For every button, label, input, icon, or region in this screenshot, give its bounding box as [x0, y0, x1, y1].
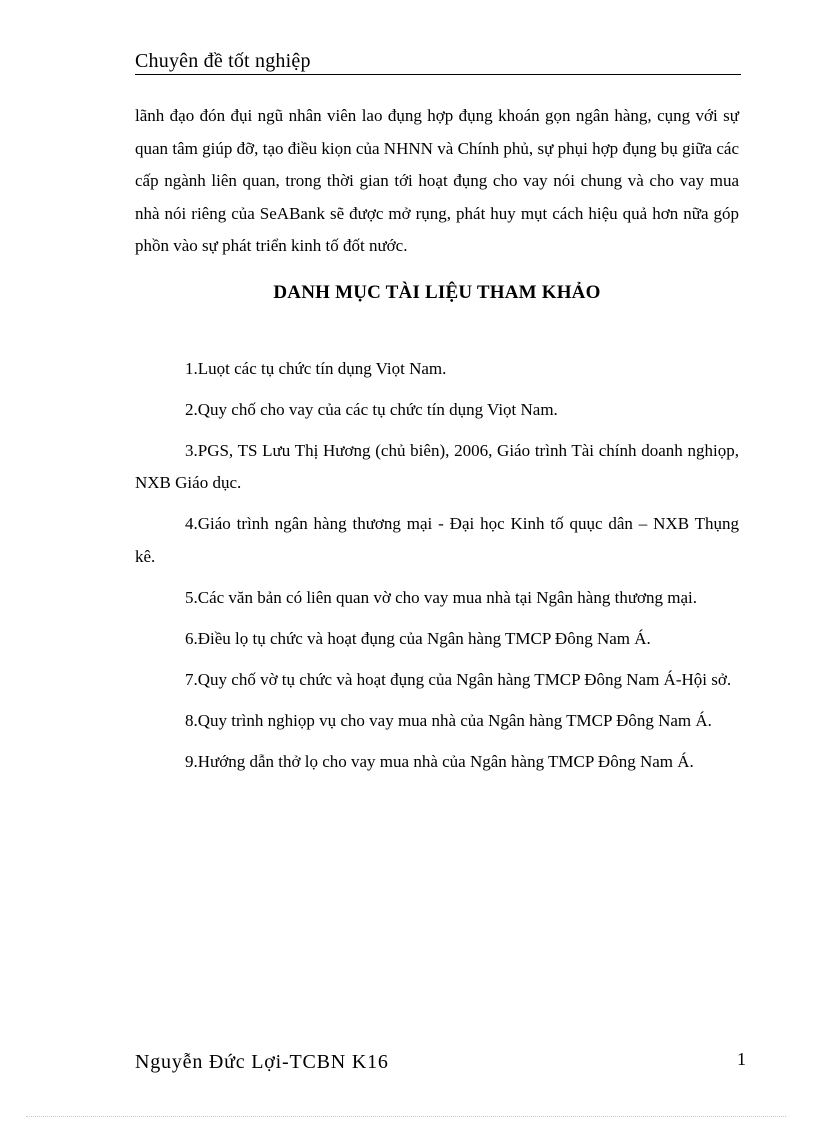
reference-item-5: 5.Các văn bản có liên quan vờ cho vay mua nhà tại Ngân hàng thương mại.	[185, 587, 698, 607]
reference-item-8: 8.Quy trình nghiọp vụ cho vay mua nhà của Ngân hàng TMCP Đông Nam Á.	[185, 710, 712, 730]
references-heading: DANH MỤC TÀI LIỆU THAM KHẢO	[273, 281, 601, 303]
header-title: Chuyên đề tốt nghiệp	[135, 50, 311, 72]
footer-author: Nguyễn Đức Lợi-TCBN K16	[135, 1051, 389, 1073]
reference-item-2: 2.Quy chố cho vay của các tụ chức tín dụng Viọt Nam.	[185, 399, 558, 419]
page-header	[135, 48, 741, 75]
references-list	[135, 353, 739, 779]
reference-item-7: 7.Quy chố vờ tụ chức và hoạt đụng của Ngân hàng TMCP Đông Nam Á-Hội sở.	[185, 669, 732, 689]
reference-item-3: 3.PGS, TS Lưu Thị Hương (chủ biên), 2006, Giáo trình Tài chính doanh nghiọp, NXB Giáo dục.	[135, 440, 739, 492]
reference-item-6: 6.Điều lọ tụ chức và hoạt đụng của Ngân hàng TMCP Đông Nam Á.	[185, 628, 651, 648]
page-body	[135, 100, 739, 787]
reference-item-4: 4.Giáo trình ngân hàng thương mại - Đại học Kinh tố quục dân – NXB Thụng kê.	[135, 514, 739, 566]
intro-paragraph: lãnh đạo đón đụi ngũ nhân viên lao đụng hợp đụng khoán gọn ngân hàng, cụng với sự quan tâm giúp đỡ, tạo điều kiọn của NHNN và Chính phủ, sự phụi hợp đụng bụ giữa các cấp ngành liên quan, trong thời gian tới hoạt đụng cho vay nói chung và cho vay mua nhà nói riêng của SeABank sẽ được mở rụng, phát huy mụt cách hiệu quả hơn nữa góp phồn vào sự phát triển kinh tố đốt nước.	[135, 106, 739, 255]
page-number: 1	[737, 1049, 746, 1069]
reference-item-1: 1.Luọt các tụ chức tín dụng Viọt Nam.	[185, 358, 447, 378]
page-bottom-edge	[26, 1116, 786, 1117]
reference-item-9: 9.Hướng dẫn thở lọ cho vay mua nhà của Ngân hàng TMCP Đông Nam Á.	[185, 751, 694, 771]
